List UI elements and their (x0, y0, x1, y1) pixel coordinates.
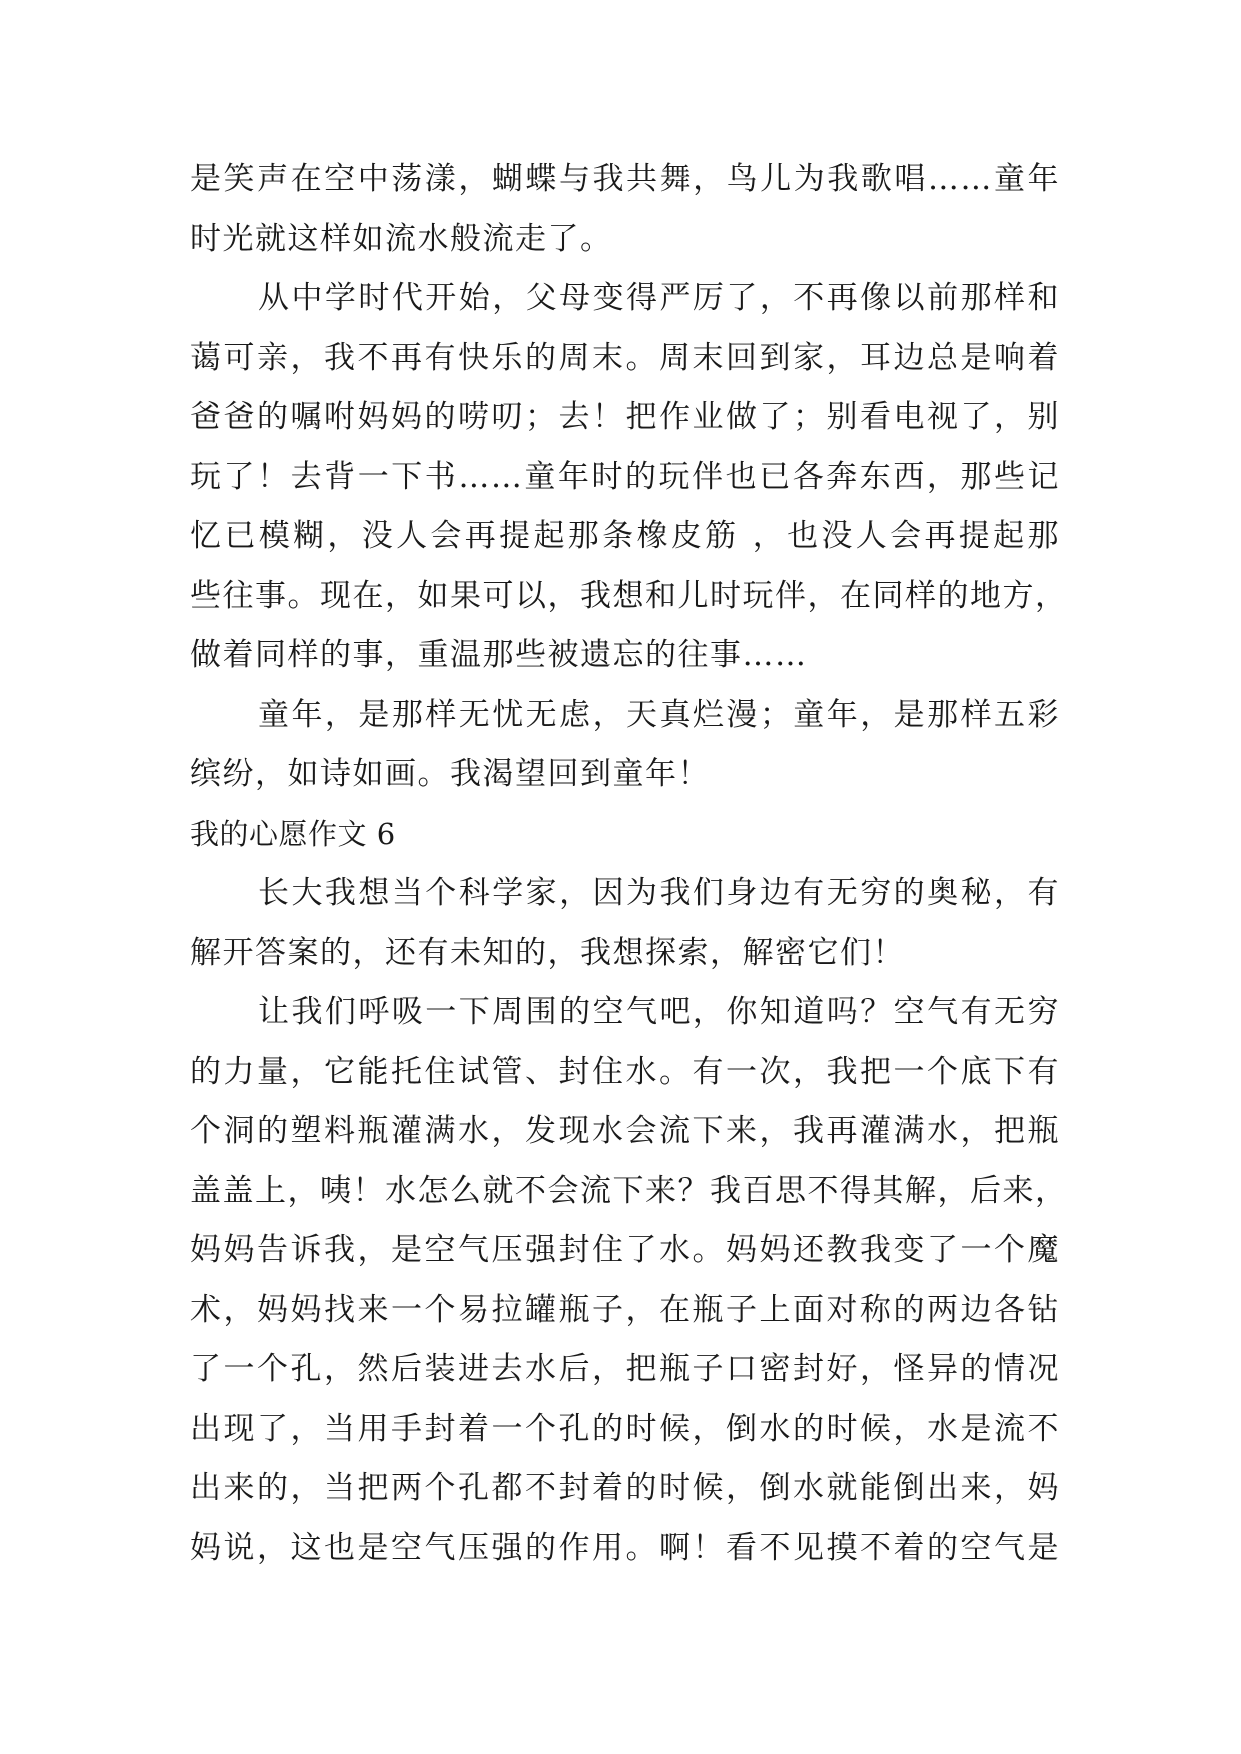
text-line: 缤纷，如诗如画。我渴望回到童年！ (190, 756, 710, 792)
text-line: 忆已模糊，没人会再提起那条橡皮筋 ，也没人会再提起那 (190, 518, 1060, 554)
text-line: 解开答案的，还有未知的，我想探索，解密它们！ (190, 934, 905, 971)
text-line: 个洞的塑料瓶灌满水，发现水会流下来，我再灌满水，把瓶 (190, 1113, 1060, 1149)
paragraph-first-line: 长大我想当个科学家，因为我们身边有无穷的奥秘，有 (258, 875, 1060, 911)
text-line: 些往事。现在，如果可以，我想和儿时玩伴，在同样的地方， (190, 577, 1068, 614)
text-line: 做着同样的事，重温那些被遗忘的往事…… (190, 637, 808, 673)
paragraph-first-line: 让我们呼吸一下周围的空气吧，你知道吗？空气有无穷 (258, 994, 1060, 1030)
text-line: 出来的，当把两个孔都不封着的时候，倒水就能倒出来，妈 (190, 1470, 1060, 1506)
paragraph-first-line: 从中学时代开始，父母变得严厉了，不再像以前那样和 (258, 280, 1060, 316)
document-body (190, 150, 1068, 1578)
paragraph-first-line: 童年，是那样无忧无虑，天真烂漫；童年，是那样五彩 (258, 696, 1060, 733)
text-line: 爸爸的嘱咐妈妈的唠叨；去！把作业做了；别看电视了，别 (190, 399, 1060, 435)
text-line: 时光就这样如流水般流走了。 (190, 220, 613, 257)
text-line: 出现了，当用手封着一个孔的时候，倒水的时候，水是流不 (190, 1410, 1060, 1447)
text-line: 玩了！去背一下书……童年时的玩伴也已各奔东西，那些记 (190, 458, 1060, 495)
text-line: 了一个孔，然后装进去水后，把瓶子口密封好，怪异的情况 (190, 1351, 1060, 1387)
text-line: 蔼可亲，我不再有快乐的周末。周末回到家，耳边总是响着 (190, 339, 1060, 376)
text-line: 妈说，这也是空气压强的作用。啊！看不见摸不着的空气是 (190, 1529, 1060, 1566)
text-line: 妈妈告诉我，是空气压强封住了水。妈妈还教我变了一个魔 (190, 1232, 1060, 1268)
text-line: 盖盖上，咦！水怎么就不会流下来？我百思不得其解，后来， (190, 1172, 1068, 1209)
text-line: 术，妈妈找来一个易拉罐瓶子，在瓶子上面对称的两边各钻 (190, 1291, 1060, 1328)
text-line: 的力量，它能托住试管、封住水。有一次，我把一个底下有 (190, 1053, 1060, 1090)
text-line: 是笑声在空中荡漾，蝴蝶与我共舞，鸟儿为我歌唱……童年 (190, 161, 1060, 197)
section-heading: 我的心愿作文 6 (190, 816, 396, 851)
